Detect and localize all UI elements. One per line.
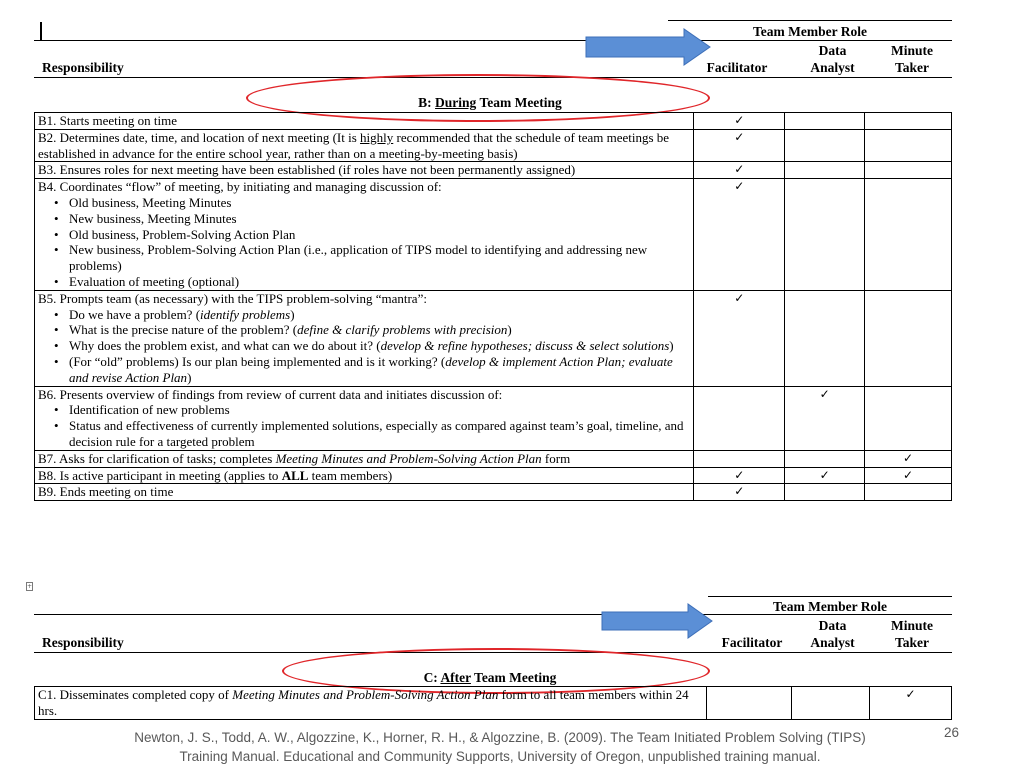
team-member-role-heading-c: Team Member Role [773,599,887,614]
b4-text: B4. Coordinates “flow” of meeting, by initiating and managing discussion of: • Old business, Meeting Minutes • New business, Meeting Minutes • Old business, Problem-Solving Action Plan • New business, Problem-Solving Action Plan (i.e., application of TIPS model to identifying and addressing new problems) • Evaluation of meeting (optional) [35,179,694,291]
minute-taker-cell [865,290,952,386]
minute-taker-cell [865,467,952,484]
facilitator-heading: Facilitator [706,60,768,75]
minute-taker-heading-c2: Taker [894,635,929,650]
check-mark-icon: ✓ [734,179,745,194]
minute-taker-heading-c1: Minute [891,618,933,633]
page-number: 26 [944,725,960,740]
arrow-right-icon [584,28,712,66]
check-mark-icon: ✓ [734,467,745,482]
b3-text: B3. Ensures roles for next meeting have been established (if roles have not been permanently assigned) [35,162,694,179]
check-mark-icon: ✓ [903,467,914,482]
check-mark-icon: ✓ [734,484,745,499]
list-item: • Do we have a problem? (identify problems) [38,307,690,323]
minute-taker-cell [865,113,952,130]
list-item: • (For “old” problems) Is our plan being implemented and is it working? (develop & implement Action Plan; evaluate and revise Action Plan) [38,354,690,386]
data-analyst-cell [785,450,865,467]
minute-taker-cell [865,386,952,450]
data-analyst-cell [785,129,865,162]
data-analyst-heading-1: Data [818,43,847,58]
minute-taker-cell [865,179,952,291]
table-row [35,386,952,450]
table-row [35,162,952,179]
section-b-title: B: During Team Meeting [418,95,562,110]
check-mark-icon: ✓ [905,687,916,701]
facilitator-heading-c: Facilitator [721,635,783,650]
check-mark-icon: ✓ [819,386,830,401]
minute-taker-heading-1: Minute [891,43,933,58]
table-row [35,179,952,291]
check-mark-icon: ✓ [734,113,745,127]
role-group-rule-c [34,614,952,615]
facilitator-cell [694,484,785,501]
check-mark-icon: ✓ [734,290,745,305]
check-mark-icon: ✓ [819,467,830,482]
minute-taker-cell [865,162,952,179]
minute-taker-cell [870,687,952,720]
data-analyst-cell [785,113,865,130]
list-item: • Why does the problem exist, and what can we do about it? (develop & refine hypotheses; discuss & select solutions) [38,338,690,354]
header-top-rule-c [708,596,952,597]
data-analyst-cell [785,467,865,484]
team-member-role-heading: Team Member Role [753,24,867,39]
citation-line-1: Newton, J. S., Todd, A. W., Algozzine, K., Horner, R. H., & Algozzine, B. (2009). The Team Initiated Problem Solving (TIPS) [134,730,866,745]
list-item: • Old business, Meeting Minutes [38,195,690,211]
table-row [35,129,952,162]
b8-text: B8. Is active participant in meeting (applies to ALL team members) [35,467,694,484]
data-analyst-cell [785,162,865,179]
data-analyst-cell [785,386,865,450]
c1-text: C1. Disseminates completed copy of Meeting Minutes and Problem-Solving Action Plan form to all team members within 24 hrs. [35,687,707,720]
table-row [35,687,952,720]
list-item: • New business, Problem-Solving Action Plan (i.e., application of TIPS model to identifying and addressing new problems) [38,242,690,274]
table-row [35,113,952,130]
table-row [35,290,952,386]
check-mark-icon: ✓ [903,450,914,465]
section-c-title: C: After Team Meeting [423,670,557,685]
minute-taker-cell [865,129,952,162]
role-group-rule [711,40,952,41]
data-analyst-heading-c2: Analyst [810,635,855,650]
table-row [35,450,952,467]
header-top-rule [668,20,952,21]
data-analyst-heading-c1: Data [818,618,847,633]
responsibility-heading: Responsibility [42,60,124,75]
text-cursor [40,22,42,40]
list-item: • Identification of new problems [38,402,690,418]
b2-text: B2. Determines date, time, and location of next meeting (It is highly recommended that the schedule of team meetings be established in advance for the entire school year, rather than on a meeting-by-meeting basis) [35,129,694,162]
check-mark-icon: ✓ [734,162,745,177]
table-row [35,484,952,501]
citation-line-2: Training Manual. Educational and Community Supports, University of Oregon, unpublished training manual. [179,749,821,764]
facilitator-cell [694,450,785,467]
list-item: • Evaluation of meeting (optional) [38,274,690,290]
data-analyst-cell [785,179,865,291]
b1-text: B1. Starts meeting on time [35,113,694,130]
citation [60,728,940,766]
minute-taker-cell [865,450,952,467]
facilitator-cell [694,113,785,130]
table-anchor-icon[interactable]: + [27,583,33,590]
facilitator-cell [694,129,785,162]
b5-text: B5. Prompts team (as necessary) with the TIPS problem-solving “mantra”: • Do we have a problem? (identify problems) • What is the precise nature of the problem? (define & clarify problems with precision) • Why does the problem exist, and what can we do about it? (develop & refine hypotheses; discuss & select solutions) • (For “old” problems) Is our plan being implemented and is it working? (develop & implement Action Plan; evaluate and revise Action Plan) [35,290,694,386]
list-item: • New business, Meeting Minutes [38,211,690,227]
facilitator-cell [707,687,792,720]
minute-taker-heading-2: Taker [894,60,929,75]
section-c-table [34,686,952,720]
responsibility-heading-c: Responsibility [42,635,124,650]
b7-text: B7. Asks for clarification of tasks; completes Meeting Minutes and Problem-Solving Action Plan form [35,450,694,467]
b9-text: B9. Ends meeting on time [35,484,694,501]
facilitator-cell [694,290,785,386]
table-row [35,467,952,484]
data-analyst-cell [785,290,865,386]
arrow-right-icon [600,603,714,639]
minute-taker-cell [865,484,952,501]
facilitator-cell [694,179,785,291]
list-item: • What is the precise nature of the problem? (define & clarify problems with precision) [38,322,690,338]
b6-text: B6. Presents overview of findings from review of current data and initiates discussion of: • Identification of new problems • Status and effectiveness of currently implemented solutions, especially as compared against team’s goal, timeline, and decision rule for a targeted problem [35,386,694,450]
data-analyst-cell [792,687,870,720]
facilitator-cell [694,467,785,484]
list-item: • Status and effectiveness of currently implemented solutions, especially as compared against team’s goal, timeline, and decision rule for a targeted problem [38,418,690,450]
facilitator-cell [694,386,785,450]
data-analyst-heading-2: Analyst [810,60,855,75]
section-b-table [34,112,952,501]
list-item: • Old business, Problem-Solving Action Plan [38,227,690,243]
data-analyst-cell [785,484,865,501]
facilitator-cell [694,162,785,179]
check-mark-icon: ✓ [734,129,745,144]
